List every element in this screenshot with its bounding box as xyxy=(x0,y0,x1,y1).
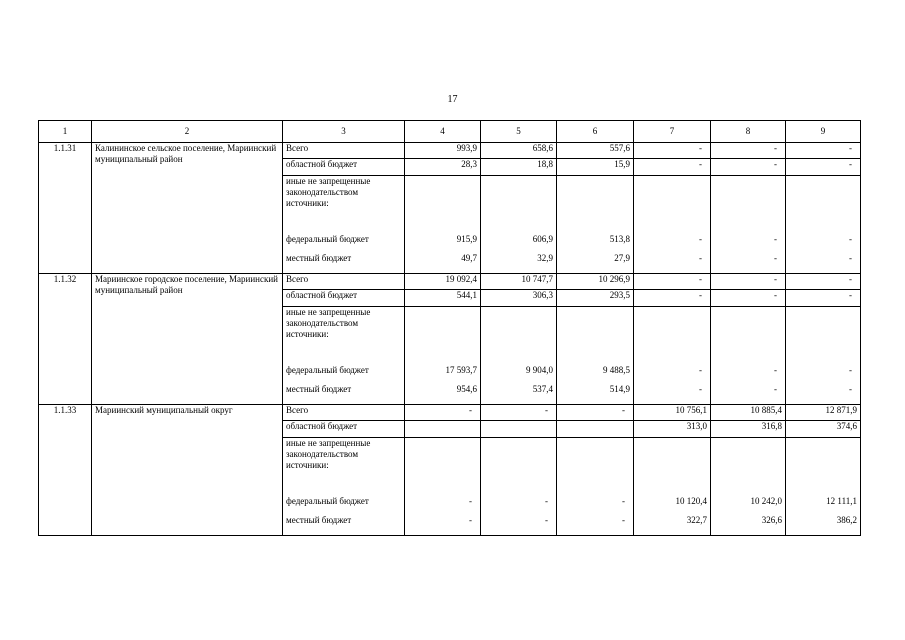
value-cell: 514,9 xyxy=(557,376,634,395)
empty-cell xyxy=(786,438,861,488)
table-row xyxy=(39,143,861,159)
value-cell: - xyxy=(711,274,786,290)
value-cell: - xyxy=(634,226,711,245)
value-cell: - xyxy=(405,507,481,526)
table-row xyxy=(39,274,861,290)
value-cell: 10 242,0 xyxy=(711,488,786,507)
value-cell: - xyxy=(405,488,481,507)
header-cell: 9 xyxy=(786,121,861,143)
value-cell: 49,7 xyxy=(405,245,481,264)
spacer-cell xyxy=(481,526,557,536)
value-cell: 12 871,9 xyxy=(786,405,861,421)
value-cell: - xyxy=(711,245,786,264)
value-cell: - xyxy=(711,357,786,376)
value-cell: - xyxy=(634,274,711,290)
value-cell: - xyxy=(786,357,861,376)
value-cell: 18,8 xyxy=(481,159,557,176)
header-cell: 4 xyxy=(405,121,481,143)
value-cell: 32,9 xyxy=(481,245,557,264)
row-code: 1.1.32 xyxy=(39,274,92,405)
value-cell xyxy=(557,421,634,438)
empty-cell xyxy=(405,438,481,488)
spacer-cell xyxy=(711,526,786,536)
spacer-cell xyxy=(711,264,786,274)
value-cell: - xyxy=(634,143,711,159)
spacer-cell xyxy=(634,526,711,536)
header-cell: 1 xyxy=(39,121,92,143)
table-row xyxy=(39,405,861,421)
value-cell: 537,4 xyxy=(481,376,557,395)
spacer-cell xyxy=(481,264,557,274)
spacer-cell xyxy=(405,526,481,536)
row-object-name: Калининское сельское поселение, Мариинский муниципальный район xyxy=(92,143,283,274)
budget-table xyxy=(38,120,861,536)
spacer-cell xyxy=(786,264,861,274)
source-label: Всего xyxy=(283,405,405,421)
empty-cell xyxy=(786,307,861,357)
value-cell: - xyxy=(634,376,711,395)
value-cell: 386,2 xyxy=(786,507,861,526)
spacer-cell xyxy=(557,264,634,274)
value-cell: - xyxy=(481,405,557,421)
value-cell: - xyxy=(786,226,861,245)
header-row xyxy=(39,121,861,143)
empty-cell xyxy=(557,307,634,357)
value-cell: 15,9 xyxy=(557,159,634,176)
value-cell: 993,9 xyxy=(405,143,481,159)
value-cell: - xyxy=(786,290,861,307)
spacer-cell xyxy=(557,395,634,405)
empty-cell xyxy=(634,176,711,226)
value-cell: 374,6 xyxy=(786,421,861,438)
value-cell: - xyxy=(786,245,861,264)
value-cell: 322,7 xyxy=(634,507,711,526)
source-label: иные не запрещенные законодательством источники: xyxy=(283,176,405,226)
row-code: 1.1.33 xyxy=(39,405,92,536)
row-code: 1.1.31 xyxy=(39,143,92,274)
empty-cell xyxy=(634,438,711,488)
spacer-cell xyxy=(405,395,481,405)
value-cell: 19 092,4 xyxy=(405,274,481,290)
header-cell: 6 xyxy=(557,121,634,143)
row-object-name: Мариинское городское поселение, Мариинский муниципальный район xyxy=(92,274,283,405)
value-cell: - xyxy=(711,376,786,395)
empty-cell xyxy=(405,307,481,357)
value-cell: 10 885,4 xyxy=(711,405,786,421)
empty-cell xyxy=(634,307,711,357)
empty-cell xyxy=(557,176,634,226)
empty-cell xyxy=(711,438,786,488)
value-cell: 12 111,1 xyxy=(786,488,861,507)
value-cell: 27,9 xyxy=(557,245,634,264)
value-cell: - xyxy=(634,159,711,176)
value-cell: - xyxy=(405,405,481,421)
spacer-cell xyxy=(481,395,557,405)
value-cell: - xyxy=(786,376,861,395)
source-label: Всего xyxy=(283,143,405,159)
empty-cell xyxy=(481,176,557,226)
value-cell: - xyxy=(481,507,557,526)
value-cell: 316,8 xyxy=(711,421,786,438)
value-cell: 658,6 xyxy=(481,143,557,159)
header-cell: 8 xyxy=(711,121,786,143)
spacer-cell xyxy=(557,526,634,536)
header-cell: 3 xyxy=(283,121,405,143)
value-cell: 544,1 xyxy=(405,290,481,307)
value-cell: - xyxy=(786,143,861,159)
spacer-cell xyxy=(786,395,861,405)
value-cell: 17 593,7 xyxy=(405,357,481,376)
spacer-cell xyxy=(283,526,405,536)
source-label: местный бюджет xyxy=(283,376,405,395)
spacer-cell xyxy=(283,264,405,274)
source-label: федеральный бюджет xyxy=(283,357,405,376)
value-cell: - xyxy=(634,290,711,307)
value-cell: 10 120,4 xyxy=(634,488,711,507)
empty-cell xyxy=(711,176,786,226)
value-cell: 326,6 xyxy=(711,507,786,526)
value-cell: 9 904,0 xyxy=(481,357,557,376)
empty-cell xyxy=(405,176,481,226)
value-cell: 10 747,7 xyxy=(481,274,557,290)
spacer-cell xyxy=(634,264,711,274)
value-cell: - xyxy=(786,274,861,290)
empty-cell xyxy=(711,307,786,357)
header-cell: 5 xyxy=(481,121,557,143)
value-cell xyxy=(481,421,557,438)
value-cell: - xyxy=(711,159,786,176)
row-object-name: Мариинский муниципальный округ xyxy=(92,405,283,536)
header-cell: 2 xyxy=(92,121,283,143)
empty-cell xyxy=(481,438,557,488)
empty-cell xyxy=(557,438,634,488)
value-cell: - xyxy=(786,159,861,176)
source-label: Всего xyxy=(283,274,405,290)
source-label: областной бюджет xyxy=(283,290,405,307)
value-cell: 513,8 xyxy=(557,226,634,245)
value-cell: - xyxy=(557,507,634,526)
value-cell: - xyxy=(634,245,711,264)
value-cell: 306,3 xyxy=(481,290,557,307)
spacer-cell xyxy=(405,264,481,274)
source-label: местный бюджет xyxy=(283,245,405,264)
value-cell: 9 488,5 xyxy=(557,357,634,376)
empty-cell xyxy=(786,176,861,226)
value-cell: 10 296,9 xyxy=(557,274,634,290)
value-cell: - xyxy=(557,488,634,507)
value-cell: 313,0 xyxy=(634,421,711,438)
value-cell: 557,6 xyxy=(557,143,634,159)
spacer-cell xyxy=(711,395,786,405)
source-label: федеральный бюджет xyxy=(283,226,405,245)
empty-cell xyxy=(481,307,557,357)
value-cell: 954,6 xyxy=(405,376,481,395)
source-label: местный бюджет xyxy=(283,507,405,526)
page-number: 17 xyxy=(447,94,458,105)
value-cell: - xyxy=(557,405,634,421)
spacer-cell xyxy=(634,395,711,405)
value-cell: 28,3 xyxy=(405,159,481,176)
value-cell: 10 756,1 xyxy=(634,405,711,421)
source-label: иные не запрещенные законодательством источники: xyxy=(283,438,405,488)
spacer-cell xyxy=(283,395,405,405)
value-cell xyxy=(405,421,481,438)
value-cell: 606,9 xyxy=(481,226,557,245)
source-label: федеральный бюджет xyxy=(283,488,405,507)
source-label: областной бюджет xyxy=(283,421,405,438)
value-cell: 915,9 xyxy=(405,226,481,245)
value-cell: - xyxy=(481,488,557,507)
value-cell: - xyxy=(711,226,786,245)
value-cell: - xyxy=(634,357,711,376)
value-cell: - xyxy=(711,290,786,307)
value-cell: - xyxy=(711,143,786,159)
spacer-cell xyxy=(786,526,861,536)
source-label: областной бюджет xyxy=(283,159,405,176)
header-cell: 7 xyxy=(634,121,711,143)
source-label: иные не запрещенные законодательством источники: xyxy=(283,307,405,357)
value-cell: 293,5 xyxy=(557,290,634,307)
